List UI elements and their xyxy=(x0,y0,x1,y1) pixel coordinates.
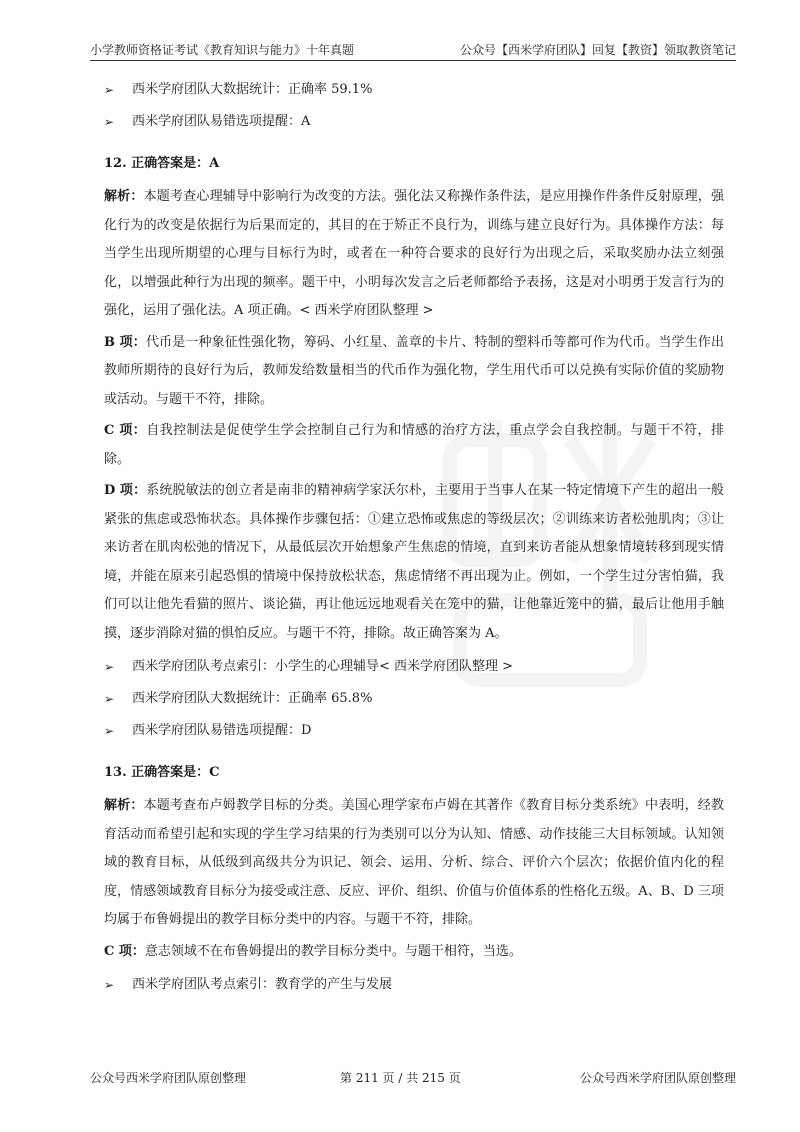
analysis-paragraph: 解析：本题考查布卢姆教学目标的分类。美国心理学家布卢姆在其著作《教育目标分类系统》中表明，经教育活动而希望引起和实现的学生学习结果的行为类别可以分为认知、情感、动作技能三大目标领域。认知领域的教育目标，从低级到高级共分为识记、领会、运用、分析、综合、评价六个层次；依据价值内化的程度，情感领域教育目标分为接受或注意、反应、评价、组织、价值与价值体系的性格化五级。A、B、D 三项均属于布鲁姆提出的教学目标分类中的内容。与题干不符，排除。 xyxy=(104,798,724,927)
arrow-right-icon: ➢ xyxy=(104,83,115,97)
option-label: B 项： xyxy=(104,334,146,350)
list-item: ➢ 西米学府团队易错选项提醒：D xyxy=(104,715,724,747)
analysis-paragraph: 解析：本题考查心理辅导中影响行为改变的方法。强化法又称操作条件法，是应用操作件条件反射原理，强化行为的改变是依据行为后果而定的，其目的在于矫正不良行为，训练与建立良好行为。具体操作方法：每当学生出现所期望的心理与目标行为时，或者在一种符合要求的良好行为出现之后，采取奖励办法立刻强化，以增强此种行为出现的频率。题干中，小明每次发言之后老师都给予表扬，这是对小明勇于发言行为的强化，运用了强化法。A 项正确。< 西米学府团队整理 > xyxy=(104,189,724,318)
answer-heading-13: 13. 正确答案是：C xyxy=(104,765,220,780)
option-label: D 项： xyxy=(104,483,147,498)
list-item: ➢ 西米学府团队考点索引：教育学的产生与发展 xyxy=(104,969,724,1001)
list-item: ➢ 西米学府团队大数据统计：正确率 65.8% xyxy=(104,683,724,715)
option-c-paragraph: C 项：自我控制法是促使学生学会控制自己行为和情感的治疗方法，重点学会自我控制。与题干不符，排除。 xyxy=(104,423,724,467)
list-item: ➢ 西米学府团队大数据统计：正确率 59.1% xyxy=(104,74,724,106)
analysis-label: 解析： xyxy=(104,798,144,813)
arrow-right-icon: ➢ xyxy=(104,115,115,129)
arrow-right-icon: ➢ xyxy=(104,724,115,738)
page-header xyxy=(90,40,736,61)
header-title: 小学教师资格证考试《教育知识与能力》十年真题 xyxy=(90,43,355,57)
option-d-paragraph: D 项：系统脱敏法的创立者是南非的精神病学家沃尔朴，主要用于当事人在某一特定情境下产生的超出一般紧张的焦虑或恐怖状态。具体操作步骤包括：①建立恐怖或焦虑的等级层次；②训练来访者松弛肌肉；③让来访者在肌肉松弛的情况下，从最低层次开始想象产生焦虑的情境，直到来访者能从想象情境转移到现实情境，并能在原来引起恐惧的情境中保持放松状态，焦虑情绪不再出现为止。例如，一个学生过分害怕猫，我们可以让他先看猫的照片、谈论猫，再让他远远地观看关在笼中的猫，让他靠近笼中的猫，最后让他用手触摸，逐步消除对猫的惧怕反应。与题干不符，排除。故正确答案为 A。 xyxy=(104,483,724,641)
option-label: C 项： xyxy=(104,943,145,959)
page-number: 第 211 页 / 共 215 页 xyxy=(340,1071,461,1085)
answer-heading-12: 12. 正确答案是：A xyxy=(104,156,220,171)
option-label: C 项： xyxy=(104,423,147,438)
list-item: ➢ 西米学府团队易错选项提醒：A xyxy=(104,106,724,138)
option-c-paragraph: C 项：意志领域不在布鲁姆提出的教学目标分类中。与题干相符，当选。 xyxy=(104,943,522,959)
list-item: ➢ 西米学府团队考点索引：小学生的心理辅导< 西米学府团队整理 > xyxy=(104,651,724,683)
main-content xyxy=(104,74,724,1001)
page-footer xyxy=(90,1068,736,1088)
footer-credit-left: 公众号西米学府团队原创整理 xyxy=(90,1071,247,1085)
footer-credit-right: 公众号西米学府团队原创整理 xyxy=(579,1071,736,1085)
arrow-right-icon: ➢ xyxy=(104,660,115,674)
header-promo: 公众号【西米学府团队】回复【教资】领取教资笔记 xyxy=(459,43,736,57)
arrow-right-icon: ➢ xyxy=(104,978,115,992)
option-b-paragraph: B 项：代币是一种象征性强化物，筹码、小红星、盖章的卡片、特制的塑料币等都可作为代币。当学生作出教师所期待的良好行为后，教师发给数量相当的代币作为强化物，学生用代币可以兑换有实际价值的奖励物或活动。与题干不符，排除。 xyxy=(104,334,724,407)
arrow-right-icon: ➢ xyxy=(104,692,115,706)
analysis-label: 解析： xyxy=(104,189,144,204)
